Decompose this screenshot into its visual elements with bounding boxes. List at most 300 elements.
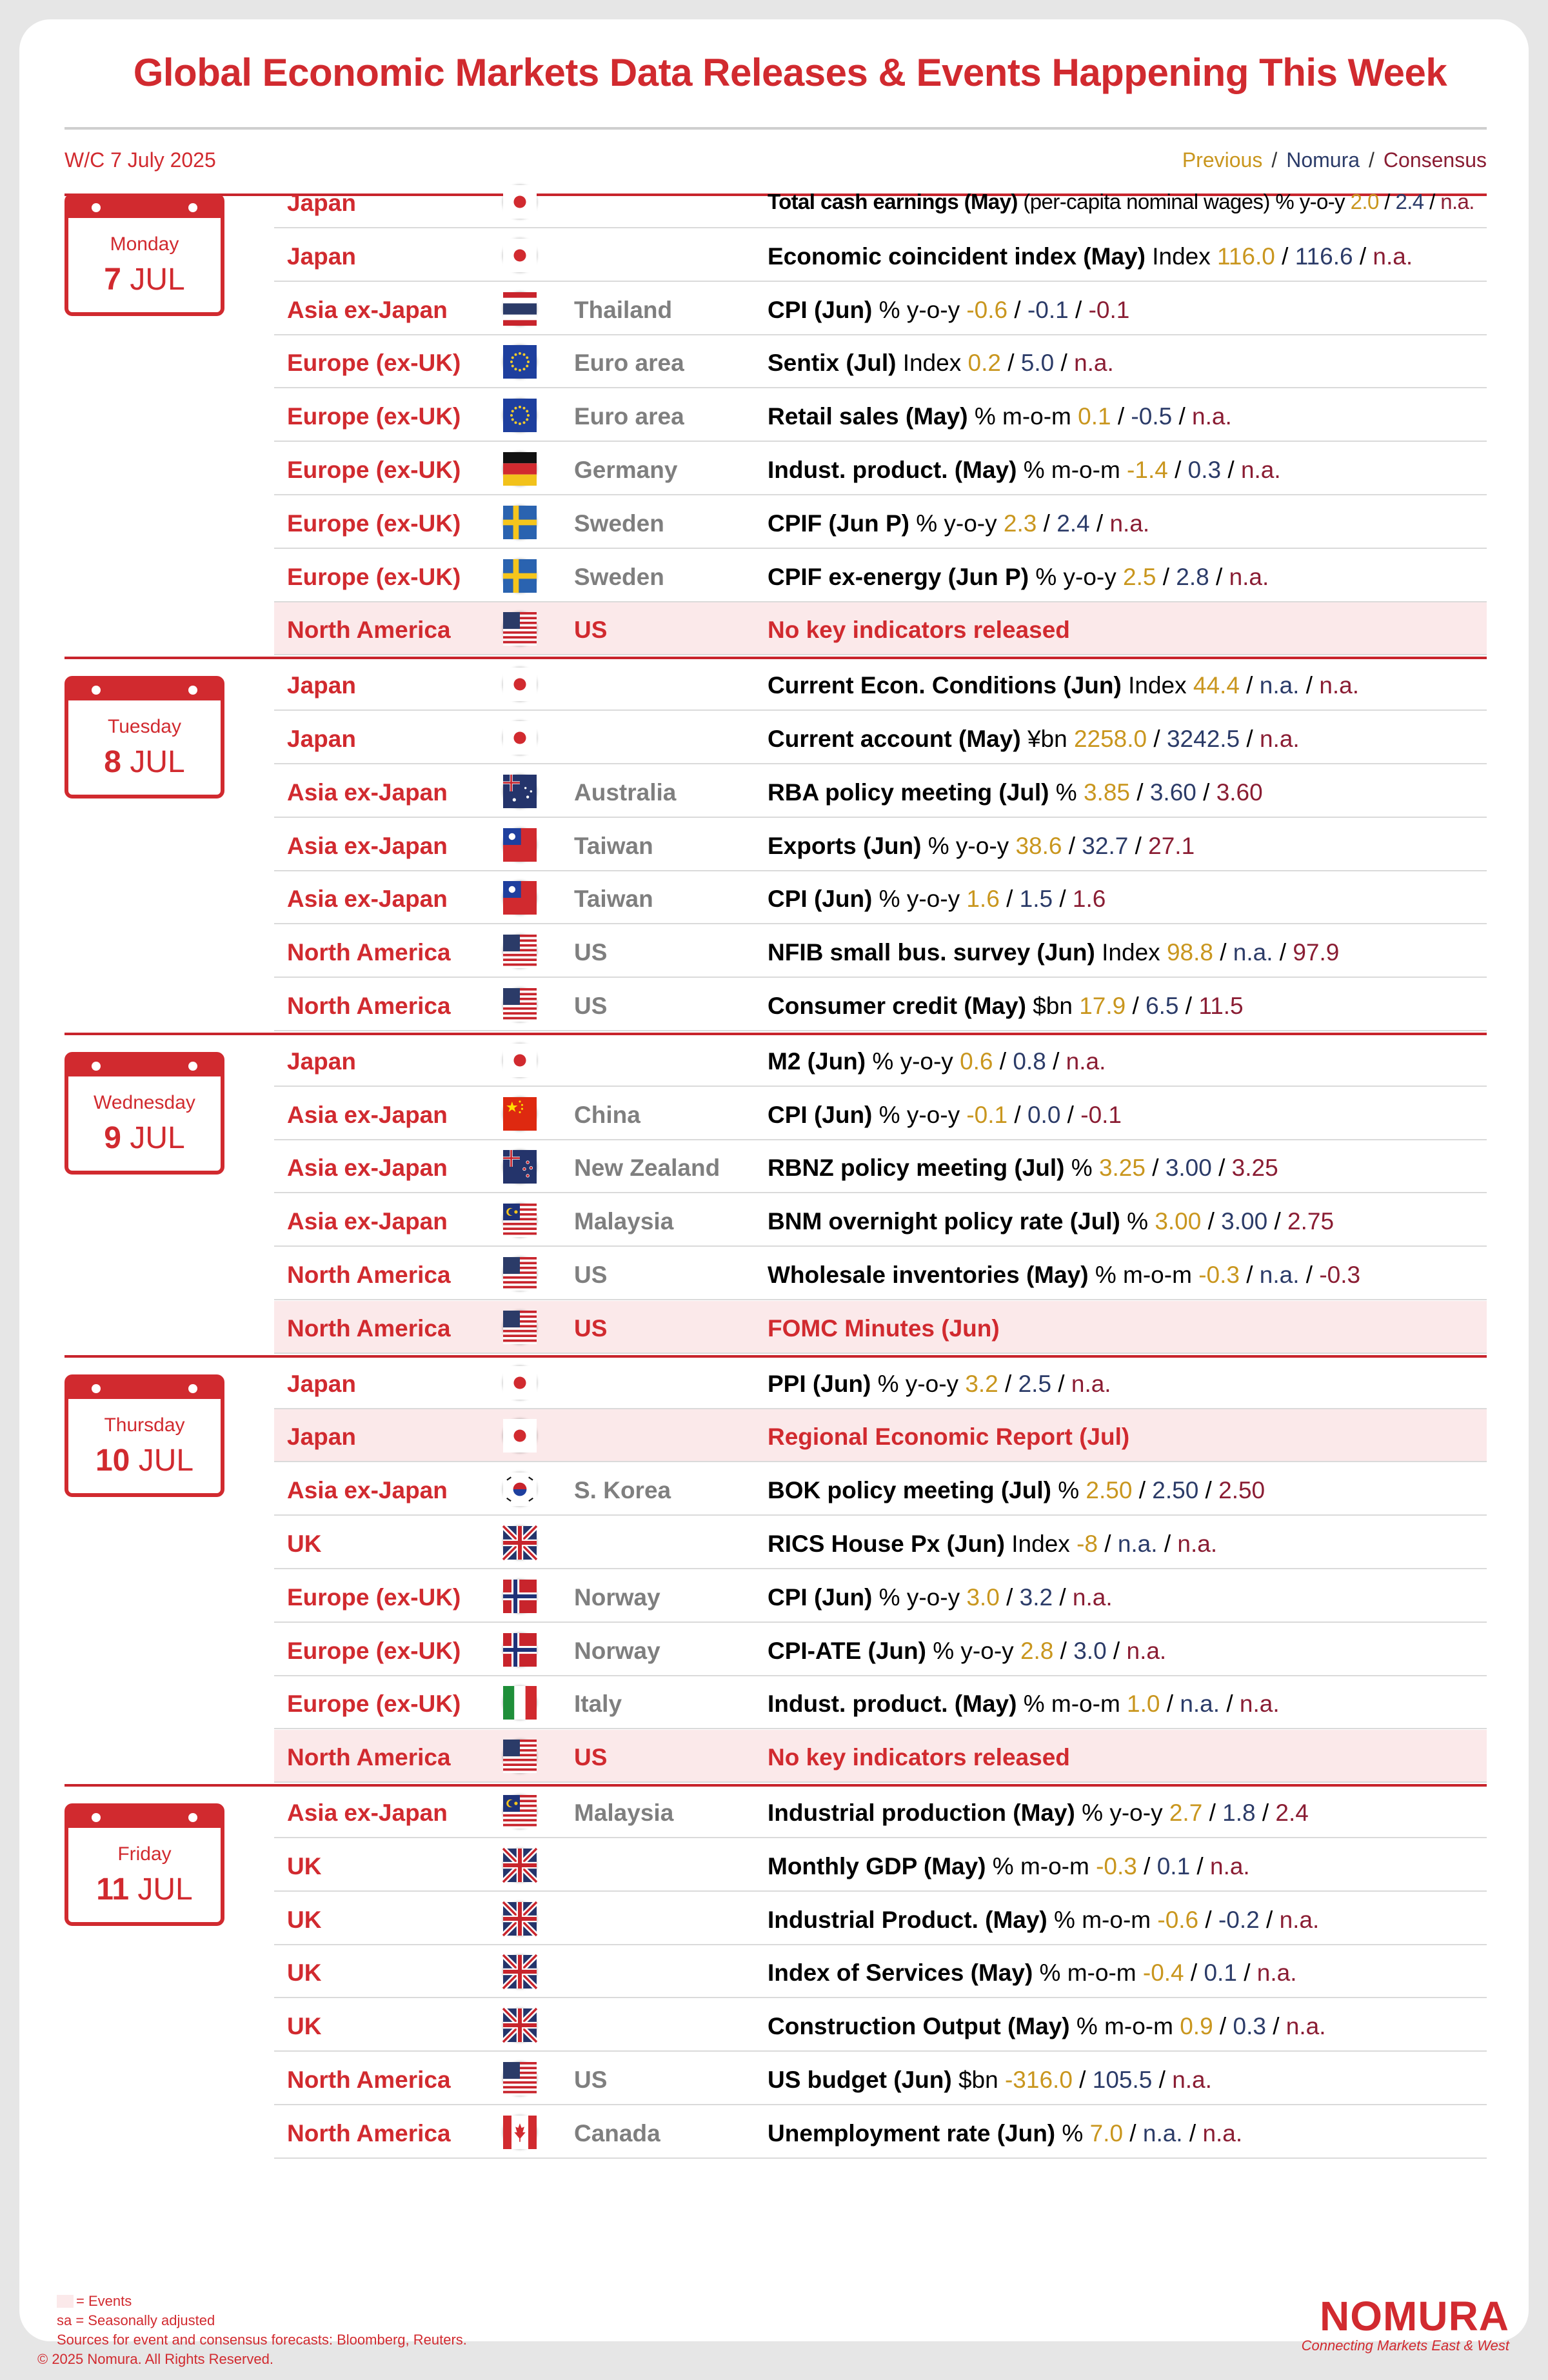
indicator [768,2120,1242,2147]
previous-value: 116.0 [1217,243,1275,270]
indicator-name: Retail sales (May) [768,403,968,430]
indicator-name: Indust. product. (May) [768,457,1017,483]
region-label: Europe (ex-UK) [287,1637,461,1664]
value-separator: / [1213,939,1233,966]
region-label: UK [287,1531,322,1557]
flag-se-icon [503,506,537,539]
nomura-forecast: 32.7 [1082,832,1129,859]
nomura-forecast: 0.3 [1233,2013,1266,2040]
previous-value: -0.4 [1142,1959,1184,1987]
flag-my-icon [503,1795,537,1829]
value-separator: / [993,1047,1013,1075]
indicator-name: BNM overnight policy rate (Jul) [768,1208,1120,1235]
flag-tw-icon [503,881,537,915]
release-row [274,1785,1487,1838]
legend-separator: / [1271,148,1278,172]
value-legend [1182,148,1487,172]
flag-us-icon [503,612,537,646]
day-calendar-badge [64,1803,224,1926]
region-label: Europe (ex-UK) [287,350,461,377]
region-label: North America [287,617,451,644]
flag-nz-icon [503,1150,537,1184]
indicator-unit: Index [1011,1531,1070,1557]
day-number: 11 [96,1872,130,1907]
indicator-name: Indust. product. (May) [768,1691,1017,1718]
day-calendar-badge [64,1374,224,1497]
day-month: JUL [137,1872,193,1907]
indicator-name: Economic coincident index (May) [768,243,1146,270]
day-name: Friday [117,1843,172,1865]
nomura-forecast: -0.5 [1131,403,1173,430]
region-label: Japan [287,672,356,699]
value-separator: / [1123,2119,1143,2147]
flag-uk-icon [503,1526,537,1560]
previous-value: 3.00 [1155,1208,1202,1235]
flag-my-icon [503,1204,537,1237]
consensus-forecast: n.a. [1192,403,1232,430]
indicator-unit: % y-o-y [878,1101,960,1128]
indicator-unit: Index [1152,243,1211,270]
nomura-forecast: -0.2 [1218,1906,1260,1933]
release-row [274,1140,1487,1193]
nomura-forecast: 1.8 [1222,1800,1256,1826]
nomura-forecast: -0.1 [1027,296,1069,323]
value-separator: / [1299,1262,1320,1288]
flag-uk-icon [503,1955,537,1988]
nomura-forecast: n.a. [1259,1262,1300,1288]
region-label: Asia ex-Japan [287,1155,448,1182]
indicator [768,190,1474,214]
consensus-forecast: n.a. [1285,2013,1326,2040]
nomura-forecast: 0.1 [1156,1852,1191,1879]
calendar-ring [188,1813,197,1822]
indicator [768,939,1339,966]
release-row [274,1463,1487,1516]
calendar-ring [92,1813,101,1822]
row-divider [274,387,1487,388]
row-divider [274,1514,1487,1516]
indicator-name: Wholesale inventories (May) [768,1262,1089,1288]
indicator-name: NFIB small bus. survey (Jun) [768,939,1095,966]
release-row [274,711,1487,764]
flag-eu-icon [503,399,537,432]
release-row [274,229,1487,282]
consensus-forecast: n.a. [1239,1691,1280,1718]
nomura-forecast: 6.5 [1146,993,1179,1019]
consensus-forecast: n.a. [1210,1852,1250,1879]
region-label: North America [287,1314,451,1342]
region-label: Europe (ex-UK) [287,510,461,537]
nomura-forecast: 3.0 [1073,1637,1107,1664]
previous-value: 0.9 [1180,2013,1213,2040]
flag-eu-icon [503,345,537,379]
value-separator: / [1147,726,1167,752]
indicator-unit: % y-o-y [878,1583,960,1611]
value-separator: / [1053,886,1073,913]
indicator [768,457,1281,484]
day-name: Thursday [104,1414,185,1436]
day-date [68,744,221,780]
footer-notes [57,2292,467,2350]
value-separator: / [1072,2067,1093,2093]
value-separator: / [1239,672,1260,699]
row-divider [274,817,1487,818]
previous-value: 2258.0 [1073,726,1147,752]
release-row [274,1247,1487,1300]
consensus-forecast: n.a. [1074,350,1114,377]
value-separator: / [1046,1047,1066,1075]
consensus-forecast: n.a. [1256,1959,1297,1987]
consensus-forecast: n.a. [1373,243,1413,270]
indicator-unit: % [1062,2119,1084,2147]
indicator-unit: % m-o-m [992,1852,1089,1879]
country-label: Taiwan [574,886,653,913]
consensus-forecast: -0.3 [1319,1262,1361,1288]
release-row [274,2052,1487,2105]
calendar-ring [188,1062,197,1071]
value-separator: / [1182,2119,1203,2147]
region-label: Asia ex-Japan [287,1101,448,1128]
indicator [768,1584,1113,1611]
value-separator: / [1198,1477,1219,1504]
indicator-unit: % y-o-y [878,296,960,323]
calendar-card [19,19,1529,2354]
consensus-forecast: n.a. [1172,2067,1212,2093]
event-row [274,1301,1487,1354]
value-separator: / [1273,939,1293,966]
flag-jp-icon [503,668,537,701]
flag-us-icon [503,935,537,968]
copyright: © 2025 Nomura. All Rights Reserved. [37,2351,273,2367]
country-label: Germany [574,457,678,483]
row-divider [274,1675,1487,1676]
region-label: Europe (ex-UK) [287,457,461,483]
legend-previous: Previous [1182,148,1263,172]
consensus-forecast: n.a. [1259,726,1300,752]
value-separator: / [1267,1208,1288,1235]
previous-value: 17.9 [1079,993,1126,1019]
country-label: Norway [574,1583,660,1611]
country-label: US [574,1314,608,1342]
indicator-unit: % y-o-y [916,510,997,537]
region-label: Asia ex-Japan [287,832,448,859]
indicator [768,1800,1309,1827]
previous-value: 98.8 [1166,939,1213,966]
row-divider [274,601,1487,602]
previous-value: 3.0 [966,1583,1000,1611]
region-label: North America [287,1744,451,1771]
consensus-forecast: n.a. [1072,1583,1113,1611]
row-divider [274,1030,1487,1031]
region-label: North America [287,993,451,1019]
row-divider [274,763,1487,764]
previous-value: 2.8 [1020,1637,1054,1664]
row-divider [274,1299,1487,1300]
previous-value: 2.0 [1350,190,1379,213]
value-separator: / [1353,243,1373,270]
nomura-forecast: 3.2 [1019,1583,1053,1611]
indicator-unit: % y-o-y [872,1047,953,1075]
release-row [274,1034,1487,1087]
row-divider [274,2050,1487,2052]
previous-value: 44.4 [1193,672,1240,699]
release-row [274,2106,1487,2159]
row-divider [274,2157,1487,2159]
indicator-unit: % m-o-m [1054,1906,1151,1933]
calendar-ring [92,1384,101,1393]
value-separator: / [1106,1637,1127,1664]
row-divider [274,709,1487,711]
consensus-forecast: n.a. [1440,190,1474,213]
region-label: North America [287,2119,451,2147]
indicator-name: RBA policy meeting (Jul) [768,778,1049,806]
previous-value: 2.5 [1123,563,1156,590]
release-row [274,335,1487,388]
release-row [274,1892,1487,1945]
day-number: 9 [104,1120,121,1155]
consensus-forecast: 2.50 [1218,1477,1265,1504]
indicator [768,2067,1212,2094]
region-label: Asia ex-Japan [287,1477,448,1504]
value-separator: / [1126,993,1146,1019]
country-label: S. Korea [574,1477,671,1504]
indicator [768,2013,1326,2040]
indicator-unit: Index [902,350,962,377]
release-row [274,1945,1487,1998]
country-label: US [574,939,608,966]
indicator-name: Construction Output (May) [768,2013,1070,2040]
region-label: UK [287,2013,322,2040]
release-row [274,1623,1487,1676]
nomura-forecast: 1.5 [1019,886,1053,913]
day-month: JUL [130,263,185,297]
release-row [274,550,1487,602]
value-separator: / [1007,1101,1027,1128]
row-divider [274,227,1487,228]
region-label: Japan [287,243,356,270]
value-separator: / [1275,243,1295,270]
row-divider [274,1944,1487,1945]
value-separator: / [1198,1906,1218,1933]
nomura-forecast: 2.5 [1018,1370,1052,1397]
flag-it-icon [503,1686,537,1720]
country-label: US [574,1262,608,1288]
country-label: Canada [574,2119,660,2147]
nomura-forecast: 105.5 [1092,2067,1153,2093]
value-separator: / [998,1370,1018,1397]
value-separator: / [1136,1852,1157,1879]
region-label: UK [287,1852,322,1879]
row-divider [274,870,1487,871]
value-separator: / [1054,350,1075,377]
nomura-forecast: 0.1 [1204,1959,1237,1987]
previous-value: 2.50 [1086,1477,1133,1504]
flag-us-icon [503,988,537,1022]
row-divider [274,334,1487,335]
release-row [274,1087,1487,1140]
value-separator: / [999,886,1020,913]
row-divider [274,1461,1487,1462]
region-label: North America [287,2067,451,2093]
row-divider [274,1621,1487,1623]
consensus-forecast: n.a. [1229,563,1269,590]
indicator [768,833,1195,860]
value-separator: / [1209,563,1229,590]
indicator-unit: % y-o-y [877,1370,959,1397]
row-divider [274,441,1487,442]
flag-us-icon [503,2062,537,2096]
value-separator: / [1424,190,1441,213]
row-divider [274,494,1487,495]
flag-ca-icon [503,2116,537,2149]
country-label: Sweden [574,510,664,537]
country-label: Australia [574,778,677,806]
value-separator: / [1239,1262,1260,1288]
flag-jp-icon [503,721,537,755]
consensus-forecast: 2.4 [1275,1800,1309,1826]
indicator-name: Total cash earnings (May) [768,190,1018,213]
nomura-forecast: 2.4 [1395,190,1424,213]
release-row [274,978,1487,1031]
indicator-name: Exports (Jun) [768,832,922,859]
flag-se-icon [503,559,537,593]
indicator [768,993,1244,1020]
indicator-name: Sentix (Jul) [768,350,897,377]
release-row [274,175,1487,228]
day-date [68,1872,221,1907]
nomura-forecast: 116.6 [1295,243,1353,270]
previous-value: 3.25 [1098,1155,1146,1182]
indicator [768,779,1263,806]
value-separator: / [1221,457,1241,483]
row-divider [274,1997,1487,1998]
consensus-forecast: -0.1 [1088,296,1130,323]
consensus-forecast: n.a. [1202,2119,1243,2147]
day-calendar-badge [64,193,224,316]
row-divider [274,923,1487,924]
value-separator: / [1130,778,1150,806]
consensus-forecast: n.a. [1319,672,1360,699]
consensus-forecast: n.a. [1071,1370,1111,1397]
previous-value: 3.2 [965,1370,998,1397]
release-row [274,496,1487,549]
flag-us-icon [503,1257,537,1291]
previous-value: 0.1 [1078,403,1111,430]
event-name: No key indicators released [768,617,1070,644]
previous-value: -0.1 [966,1101,1008,1128]
indicator-name: CPI (Jun) [768,886,873,913]
region-label: Japan [287,1370,356,1397]
flag-jp-icon [503,239,537,272]
country-label: Malaysia [574,1208,674,1235]
indicator-unit: ¥bn [1027,726,1067,752]
indicator-unit: Index [1102,939,1160,966]
value-separator: / [1068,296,1089,323]
consensus-forecast: 3.25 [1231,1155,1278,1182]
indicator [768,1531,1217,1558]
calendar-ring [92,1062,101,1071]
previous-value: -8 [1077,1531,1098,1557]
indicator-name: CPI (Jun) [768,1583,873,1611]
release-row [274,871,1487,924]
value-separator: / [1000,350,1021,377]
previous-value: -1.4 [1127,457,1168,483]
release-row [274,1999,1487,2052]
value-separator: / [1220,1691,1240,1718]
nomura-forecast: 3.00 [1221,1208,1268,1235]
flag-uk-icon [503,2008,537,2042]
value-separator: / [1053,1583,1073,1611]
day-date [68,1120,221,1156]
value-separator: / [1178,993,1199,1019]
consensus-forecast: 11.5 [1198,993,1244,1019]
indicator-name: BOK policy meeting (Jul) [768,1477,1051,1504]
indicator-unit: % m-o-m [1023,457,1120,483]
nomura-forecast: n.a. [1259,672,1300,699]
event-row [274,602,1487,655]
indicator-unit: % y-o-y [933,1637,1014,1664]
indicator-name: Industrial Product. (May) [768,1906,1047,1933]
value-separator: / [1157,1531,1178,1557]
nomura-forecast: 3.00 [1165,1155,1212,1182]
value-separator: / [1053,1637,1074,1664]
release-row [274,658,1487,711]
release-row [274,1839,1487,1892]
previous-value: 0.2 [968,350,1001,377]
indicator-unit: % m-o-m [974,403,1071,430]
row-divider [274,654,1487,655]
nomura-forecast: 3.60 [1149,778,1196,806]
nomura-logo [1302,2295,1509,2354]
value-separator: / [1184,1959,1204,1987]
calendar-ring [188,203,197,212]
indicator-name: CPIF (Jun P) [768,510,909,537]
region-label: Japan [287,1423,356,1451]
country-label: Italy [574,1691,622,1718]
value-separator: / [1111,403,1131,430]
indicator-name: Current Econ. Conditions (Jun) [768,672,1122,699]
row-divider [274,2104,1487,2105]
flag-tw-icon [503,828,537,862]
nomura-forecast: 3242.5 [1166,726,1240,752]
region-label: Europe (ex-UK) [287,1691,461,1718]
nomura-forecast: n.a. [1180,1691,1220,1718]
day-name: Wednesday [94,1091,195,1113]
value-separator: / [1132,1477,1153,1504]
flag-us-icon [503,1740,537,1773]
indicator-unit: % m-o-m [1023,1691,1120,1718]
value-separator: / [1167,457,1188,483]
indicator [768,350,1114,377]
country-label: Sweden [574,563,664,590]
flag-de-icon [503,452,537,486]
row-divider [274,1408,1487,1409]
event-row [274,1730,1487,1783]
indicator-unit: $bn [958,2067,998,2093]
region-label: Europe (ex-UK) [287,403,461,430]
row-divider [274,1568,1487,1569]
nomura-forecast: n.a. [1117,1531,1158,1557]
flag-jp-icon [503,1419,537,1453]
country-label: Norway [574,1637,660,1664]
consensus-forecast: n.a. [1240,457,1281,483]
indicator [768,1048,1106,1075]
value-separator: / [1196,778,1216,806]
indicator [768,1638,1166,1665]
country-label: Malaysia [574,1800,674,1826]
consensus-forecast: n.a. [1177,1531,1218,1557]
indicator [768,886,1106,913]
